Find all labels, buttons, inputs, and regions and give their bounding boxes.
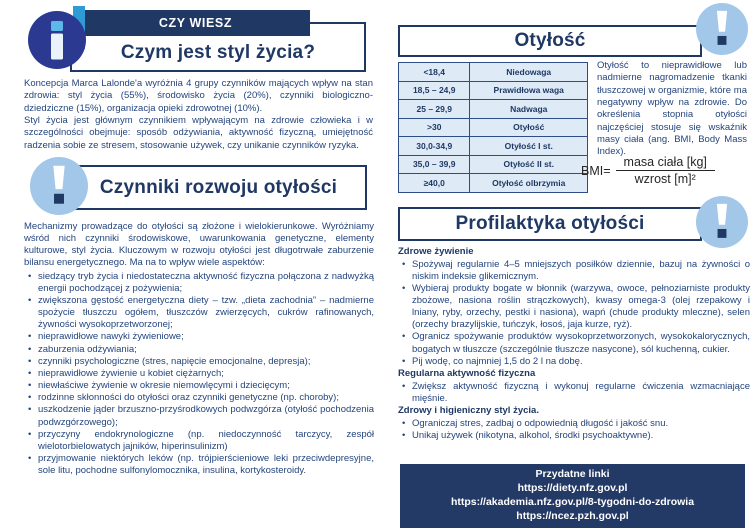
bmi-formula-lhs: BMI= — [581, 163, 611, 178]
lifestyle-intro — [24, 78, 373, 152]
list-item: • Zwiększ aktywność fizyczną i wykonuj regularne ćwiczenia wzmacniające mięśnie. — [412, 381, 750, 405]
prevention-subheading: Zdrowe żywienie — [398, 246, 474, 257]
list-item: • Unikaj używek (nikotyna, alkohol, środki psychoaktywne). — [412, 430, 750, 442]
list-item: • zwiększona gęstość energetyczna diety – tzw. „dieta zachodnia” – nadmierne spożycie tłuszczu ogółem, tłuszczów zwierzęcych, cukrów rafinowanych, żywności wysokoprzetworzonej; — [38, 295, 374, 331]
bmi-label: Niedowaga — [470, 63, 588, 82]
bmi-label: Prawidłowa waga — [470, 81, 588, 100]
list-item: • zaburzenia odżywiania; — [38, 344, 374, 356]
section-title-obesity: Otyłość — [514, 30, 586, 51]
bmi-label: Otyłość olbrzymia — [470, 174, 588, 193]
list-item: • nieprawidłowe żywienie u kobiet ciężarnych; — [38, 368, 374, 380]
bmi-range: >30 — [399, 118, 470, 137]
table-row — [399, 63, 588, 82]
bmi-label: Otyłość II st. — [470, 155, 588, 174]
exclamation-icon — [696, 196, 748, 248]
table-row — [399, 155, 588, 174]
section-title-prevention: Profilaktyka otyłości — [455, 213, 645, 234]
exclamation-icon — [696, 3, 748, 55]
bmi-range: ≥40,0 — [399, 174, 470, 193]
list-item: • Spożywaj regularnie 4–5 mniejszych posiłków dziennie, bazuj na żywności o niskim indeksie glikemicznym. — [412, 259, 750, 283]
list-item: • Ogranicz spożywanie produktów wysokoprzetworzonych, wysokokalorycznych, bogatych w tłuszcze (szczególnie tłuszcze nasycone), sól kuchenną, cukier. — [412, 331, 750, 355]
bmi-range: 30,0-34,9 — [399, 137, 470, 156]
bmi-range: 35,0 – 39,9 — [399, 155, 470, 174]
list-item: • przyczyny endokrynologiczne (np. niedoczynność tarczycy, zespół wielotorbielowatych jajników, hiperinsulinizm) — [38, 429, 374, 453]
link-ncez-pzh[interactable]: https://ncez.pzh.gov.pl — [516, 509, 629, 522]
table-row — [399, 137, 588, 156]
healthy-eating-list — [398, 259, 750, 368]
bmi-denominator: wzrost [m]² — [634, 172, 696, 186]
exclamation-icon — [30, 157, 88, 215]
prevention-subheading: Zdrowy i higieniczny styl życia. — [398, 404, 539, 416]
table-row — [399, 118, 588, 137]
section-title-risk-factors: Czynniki rozwoju otyłości — [99, 176, 338, 198]
risk-factors-content — [24, 221, 374, 477]
useful-links-box — [400, 464, 745, 528]
risk-factors-list — [24, 271, 374, 478]
bmi-formula-fraction — [616, 155, 715, 186]
list-item: • Pij wodę, co najmniej 1,5 do 2 l na dobę. — [412, 356, 750, 368]
bmi-range: 25 – 29,9 — [399, 100, 470, 119]
bmi-label: Otyłość I st. — [470, 137, 588, 156]
section-title-lifestyle: Czym jest styl życia? — [120, 42, 316, 63]
bmi-label: Otyłość — [470, 118, 588, 137]
list-item: • uszkodzenie jąder brzuszno-przyśrodkowych podwzgórza (otyłość pochodzenia podwzgórzowego); — [38, 404, 374, 428]
hygienic-lifestyle-list — [398, 418, 750, 442]
paragraph: Koncepcja Marca Lalonde'a wyróżnia 4 grupy czynników mających wpływ na stan zdrowia: styl życia (55%), środowisko życia (20%), czynniki biologiczno-dziedziczne (15%), organizacja opieki zdrowotnej (10%). — [24, 78, 373, 114]
physical-activity-list — [398, 381, 750, 405]
list-item: • siedzący tryb życia i niedostateczna aktywność fizyczna połączona z nadwyżką energii pochodzącej z pożywienia; — [38, 271, 374, 295]
list-item: • Ograniczaj stres, zadbaj o odpowiednią długość i jakość snu. — [412, 418, 750, 430]
list-item: • przyjmowanie niektórych leków (np. trójpierścieniowe leki przeciwdepresyjne, sole litu, pochodne sulfonylomocznika, insulina, kortykosteroidy. — [38, 453, 374, 477]
bmi-range: 18,5 – 24,9 — [399, 81, 470, 100]
list-item: • Wybieraj produkty bogate w błonnik (warzywa, owoce, pełnoziarniste produkty zbożowe, nasiona roślin strączkowych), kwasy omega-3 (olej rzepakowy i lniany, ryby, orzechy, pestki i nasiona), wapń (chude produkty mleczne), selen (orzechy brazylijskie, tuńczyk, łosoś, jaja kurze, ryż). — [412, 283, 750, 331]
useful-links-title: Przydatne linki — [535, 468, 610, 480]
obesity-definition: Otyłość to nieprawidłowe lub nadmierne nagromadzenie tkanki tłuszczowej w organizmie, które ma negatywny wpływ na zdrowie. Do określenia stopnia otyłości najczęściej stosuje się wskaźnik masy ciała (ang. BMI, Body Mass Index). — [597, 60, 747, 158]
prevention-content — [398, 246, 750, 442]
link-akademia-nfz[interactable]: https://akademia.nfz.gov.pl/8-tygodni-do-zdrowia — [450, 495, 695, 508]
prevention-subheading: Regularna aktywność fizyczna — [398, 367, 536, 379]
table-row — [399, 174, 588, 193]
info-icon — [28, 11, 86, 69]
list-item: • nieprawidłowe nawyki żywieniowe; — [38, 331, 374, 343]
kicker-banner — [81, 10, 310, 36]
bmi-formula — [581, 155, 715, 186]
bmi-classification-table — [398, 62, 588, 193]
kicker-label: CZY WIESZ — [158, 16, 233, 30]
risk-factors-intro: Mechanizmy prowadzące do otyłości są złożone i wielokierunkowe. Wyróżniamy wśród nich czynniki środowiskowe, uwarunkowania genetyczne, elementy kulturowe, styl życia. Kluczowym w rozwoju otyłości jest długotrwałe zaburzenie bilansu energetycznego. Ma na to wpływ wiele aspektów: — [24, 221, 374, 269]
bmi-label: Nadwaga — [470, 100, 588, 119]
list-item: • czynniki psychologiczne (stres, napięcie emocjonalne, depresja); — [38, 356, 374, 368]
list-item: • niewłaściwe żywienie w okresie niemowlęcymi i dziecięcym; — [38, 380, 374, 392]
table-row — [399, 81, 588, 100]
link-diety-nfz[interactable]: https://diety.nfz.gov.pl — [517, 481, 628, 494]
list-item: • rodzinne skłonności do otyłości oraz czynniki genetyczne (np. choroby); — [38, 392, 374, 404]
paragraph: Styl życia jest głównym czynnikiem wpływającym na zdrowie człowieka i w szczególności obejmuje: sposób odżywiania, aktywność fizyczną, umiejętność radzenia sobie ze stresem, stosowanie używek, czy unikanie czynników ryzyka. — [24, 115, 373, 151]
bmi-range: <18,4 — [399, 63, 470, 82]
bmi-numerator: masa ciała [kg] — [616, 155, 715, 171]
table-row — [399, 100, 588, 119]
